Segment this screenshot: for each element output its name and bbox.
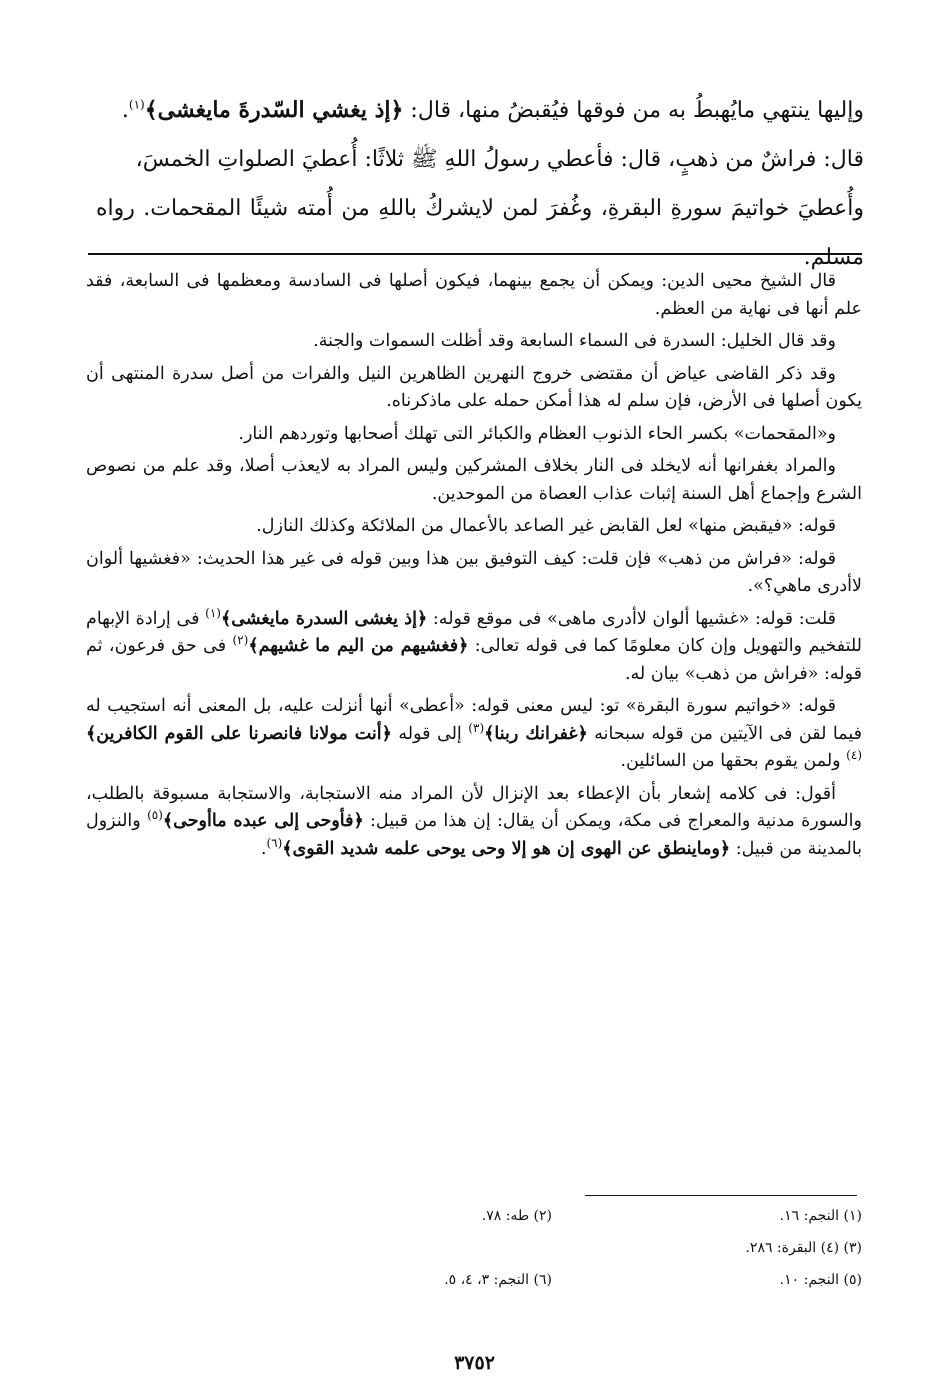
paragraph-text: قلت: قوله: «غشيها ألوان لاأدرى ماهى» فى موقع قوله:: [427, 608, 836, 629]
commentary-paragraph: والمراد بغفرانها أنه لايخلد فى النار بخلاف المشركين وليس المراد به لايعذب أصلا، وقد علم من نصوص الشرع وإجماع أهل السنة إثبات عذاب العصاة من الموحدين.: [86, 456, 862, 504]
footnote: (٦) النجم: ٣، ٤، ٥.: [444, 1272, 552, 1288]
commentary-paragraph: قوله: «فراش من ذهب» فإن قلت: كيف التوفيق بين هذا وبين قوله فى غير هذا الحديث: «فغشيها ألوان لاأدرى ماهي؟».: [86, 548, 862, 596]
commentary-paragraph: [86, 693, 862, 776]
hadith-line: قال: فراشٌ من ذهبٍ، قال: فأعطي رسولُ اللهِ ﷺ ثلاثًا: أُعطيَ الصلواتِ الخمسَ،: [135, 147, 864, 172]
footnote-row: [86, 1208, 862, 1240]
footnote: (٢) طه: ٧٨.: [481, 1208, 552, 1224]
footnote-row: [86, 1240, 862, 1272]
section-divider: [88, 253, 862, 255]
hadith-line: [96, 86, 864, 135]
paragraph-text: إلى قوله: [391, 723, 469, 744]
commentary-paragraph: و«المقحمات» بكسر الحاء الذنوب العظام والكبائر التى تهلك أصحابها وتوردهم النار.: [238, 423, 836, 444]
commentary-paragraph: وقد ذكر القاضى عياض أن مقتضى خروج النهرين الظاهرين النيل والفرات من أصل سدرة المنتهى أن يكون أصلها فى الأرض، فإن سلم له هذا أمكن حمله على ماذكرناه.: [86, 363, 862, 411]
quran-quote: ﴿فغشيهم من اليم ما غشيهم﴾: [248, 636, 469, 656]
paragraph-text: ولمن يقوم بحقها من السائلين.: [620, 751, 847, 771]
footnotes: [86, 1208, 862, 1304]
paragraph-text: .: [260, 838, 267, 859]
footnote: (٥) النجم: ١٠.: [779, 1272, 862, 1288]
hadith-line-text: .: [121, 98, 129, 123]
footnote-ref: (٥): [147, 808, 163, 823]
hadith-line: وأُعطيَ خواتيمَ سورةِ البقرةِ، وغُفرَ لمن لايشركُ باللهِ من أُمته شيئًا المقحمات. رواه مسلم.: [96, 196, 864, 270]
commentary-paragraph: [86, 606, 862, 689]
footnote: (٣) (٤) البقرة: ٢٨٦.: [745, 1240, 862, 1256]
paragraph-text: أقول: فى كلامه إشعار بأن الإعطاء بعد الإنزال لأن المراد منه الاستجابة، والاستجابة مسبوقة بالطلب، والسورة مدنية والمعراج فى مكة، ويمكن أن يقال: إن هذا من قبيل:: [86, 783, 862, 831]
footnote-ref: (١): [205, 605, 221, 620]
commentary-paragraph: وقد قال الخليل: السدرة فى السماء السابعة وقد أظلت السموات والجنة.: [313, 331, 836, 351]
footnote-ref: (١): [128, 97, 145, 112]
footnote-ref: (٢): [232, 633, 249, 648]
paragraph-text: قوله: «خواتيم سورة البقرة» تو: ليس معنى قوله: «أعطى» أنها أنزلت عليه، بل المعنى أنه استجيب له فيما لقن فى الآيتين من قوله سبحانه: [86, 696, 862, 744]
footnote: (١) النجم: ١٦.: [779, 1208, 862, 1224]
quran-quote: ﴿غفرانك ربنا﴾: [484, 723, 588, 744]
commentary-paragraph: قوله: «فيقبض منها» لعل القابض غير الصاعد بالأعمال من الملائكة وكذلك النازل.: [256, 516, 836, 536]
footnote-ref: (٣): [468, 720, 485, 735]
quran-quote: ﴿إذ يغشى السدرة مايغشى﴾: [220, 608, 428, 629]
commentary-paragraph: [86, 781, 862, 864]
quran-quote: ﴿وماينطق عن الهوى إن هو إلا وحى يوحى علمه شديد القوى﴾: [282, 838, 731, 859]
footnote-divider: [585, 1195, 857, 1196]
commentary-text: [86, 268, 862, 868]
footnote-ref: (٦): [266, 835, 283, 850]
commentary-paragraph: قال الشيخ محيى الدين: ويمكن أن يجمع بينهما، فيكون أصلها فى السادسة ومعظمها فى السابعة، فقد علم أنها فى نهاية من العظم.: [86, 271, 862, 319]
hadith-line-text: وإليها ينتهي مايُهبطُ به من فوقها فيُقبضُ منها، قال:: [403, 98, 864, 123]
paragraph-text: فى إرادة الإبهام للتفخيم والتهويل وإن كان معلومًا كما فى قوله تعالى:: [86, 608, 862, 656]
quran-quote: ﴿فأوحى إلى عبده ماأوحى﴾: [162, 811, 364, 831]
quran-quote: ﴿إذ يغشي السّدرةَ مايغشى﴾: [144, 97, 404, 123]
page-number: ٣٧٥٢: [454, 1352, 495, 1374]
footnote-ref: (٤): [846, 748, 862, 763]
quran-quote: ﴿أنت مولانا فانصرنا على القوم الكافرين﴾: [86, 723, 392, 744]
paragraph-text: فى حق فرعون، ثم قوله: «فراش من ذهب» بيان له.: [86, 636, 862, 684]
footnote-row: [86, 1272, 862, 1304]
paragraph-text: والنزول بالمدينة من قبيل:: [86, 811, 862, 859]
